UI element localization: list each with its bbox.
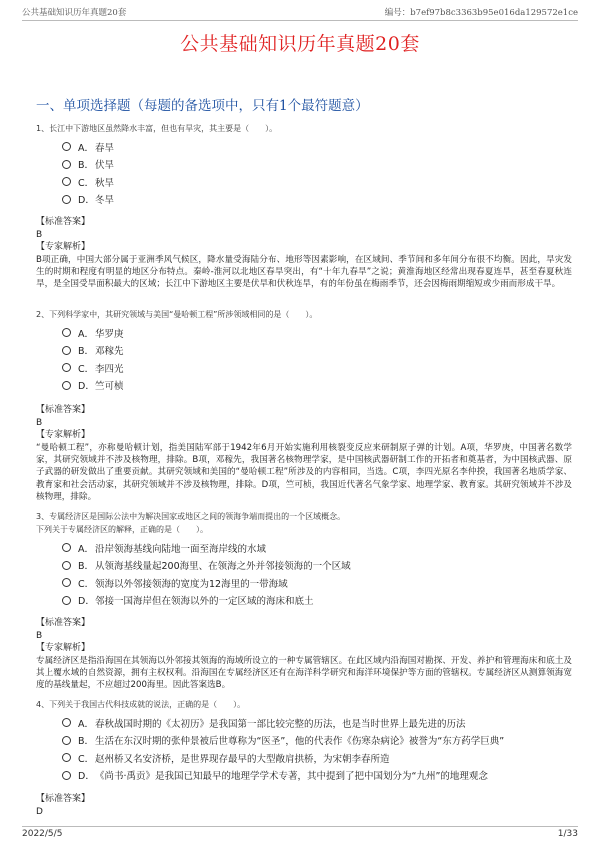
question-4 [36, 698, 572, 784]
radio-button[interactable] [62, 328, 71, 337]
radio-button[interactable] [62, 596, 71, 605]
analysis-text: 专属经济区是指沿海国在其领海以外邻接其领海的海域所设立的一种专属管辖区。在此区域内沿海国对勘探、开发、养护和管理海床和底土及其上覆水域的自然资源，拥有主权权利。沿海国在专属经济区还有在海洋科学研究和海洋环境保护等方面的管辖权。专属经济区从测算领海宽度的基线量起，不应超过200海里。因此答案选B。 [36, 655, 572, 691]
question-stem: 1、长江中下游地区虽然降水丰富，但也有旱灾，其主要是（ ）。 [36, 124, 278, 133]
question-stem-2: 下列关于专属经济区的解释，正确的是（ ）。 [36, 525, 208, 534]
radio-button[interactable] [62, 771, 71, 780]
answer-label: 【标准答案】 [36, 217, 91, 227]
analysis-label: 【专家解析】 [36, 242, 91, 252]
radio-button[interactable] [62, 381, 71, 390]
answer-label: 【标准答案】 [36, 618, 91, 628]
radio-button[interactable] [62, 177, 71, 186]
answer-value: D [36, 806, 43, 817]
question-3 [36, 510, 572, 609]
answer-value: B [36, 417, 43, 428]
radio-button[interactable] [62, 363, 71, 372]
option-d[interactable]: D． 《尚书·禹贡》是我国已知最早的地理学学术专著，其中提到了把中国划分为“九州”的地理观念 [62, 767, 572, 785]
option-d[interactable]: D． 竺可桢 [62, 377, 572, 395]
radio-button[interactable] [62, 543, 71, 552]
answer-block-2 [36, 404, 572, 504]
footer-date: 2022/5/5 [22, 829, 63, 839]
answer-value: B [36, 229, 43, 240]
answer-value: B [36, 630, 43, 641]
analysis-label: 【专家解析】 [36, 430, 91, 440]
page-title: 公共基础知识历年真题20套 [180, 33, 420, 55]
radio-button[interactable] [62, 160, 71, 169]
page-header [22, 6, 578, 21]
option-b[interactable]: B． 伏旱 [62, 156, 572, 174]
answer-label: 【标准答案】 [36, 405, 91, 415]
question-2 [36, 308, 572, 394]
option-c[interactable]: C． 赵州桥又名安济桥，是世界现存最早的大型敞肩拱桥，为宋朝李春所造 [62, 749, 572, 767]
question-stem: 3、专属经济区是国际公法中为解决国家或地区之间的领海争端而提出的一个区域概念。 [36, 512, 346, 521]
radio-button[interactable] [62, 578, 71, 587]
option-c[interactable]: C． 领海以外邻接领海的宽度为12海里的一带海域 [62, 574, 572, 592]
answer-block-4 [36, 793, 572, 818]
radio-button[interactable] [62, 142, 71, 151]
option-a[interactable]: A． 沿岸领海基线向陆地一面至海岸线的水域 [62, 539, 572, 557]
radio-button[interactable] [62, 736, 71, 745]
question-1 [36, 122, 572, 208]
radio-button[interactable] [62, 561, 71, 570]
radio-button[interactable] [62, 195, 71, 204]
option-d[interactable]: D． 邻接一国海岸但在领海以外的一定区域的海床和底土 [62, 592, 572, 610]
option-a[interactable]: A． 春秋战国时期的《太初历》是我国第一部比较完整的历法，也是当时世界上最先进的历法 [62, 714, 572, 732]
option-b[interactable]: B． 从领海基线量起200海里、在领海之外并邻接领海的一个区域 [62, 557, 572, 575]
option-c[interactable]: C． 李四光 [62, 359, 572, 377]
radio-button[interactable] [62, 346, 71, 355]
option-b[interactable]: B． 生活在东汉时期的张仲景被后世尊称为“医圣”，他的代表作《伤寒杂病论》被誉为“东方药学巨典” [62, 732, 572, 750]
answer-block-1 [36, 216, 572, 291]
answer-block-3 [36, 617, 572, 692]
header-doc-code: 编号：b7ef97b8c3363b95e016da129572e1ce [384, 8, 578, 18]
radio-button[interactable] [62, 753, 71, 762]
analysis-label: 【专家解析】 [36, 643, 91, 653]
footer-page-number: 1/33 [557, 829, 578, 839]
header-doc-title: 公共基础知识历年真题20套 [22, 8, 127, 18]
question-stem: 2、下列科学家中，其研究领域与美国“曼哈顿工程”所涉领域相同的是（ ）。 [36, 310, 318, 319]
question-stem: 4、下列关于我国古代科技成就的说法，正确的是（ ）。 [36, 700, 246, 709]
section-heading: 一、单项选择题（每题的备选项中，只有1个最符题意） [36, 98, 369, 114]
page-footer [22, 826, 578, 843]
radio-button[interactable] [62, 718, 71, 727]
option-a[interactable]: A． 春旱 [62, 138, 572, 156]
analysis-text: B项正确，中国大部分属于亚洲季风气候区，降水量受海陆分布、地形等因素影响，在区域间、季节间和多年间分布很不均衡。因此，旱灾发生的时期和程度有明显的地区分布特点。秦岭-淮河以北地区春旱突出，有“十年九春旱”之说；黄淮海地区经常出现春夏连旱，甚至春夏秋连旱，是全国受旱面积最大的区域；长江中下游地区主要是伏旱和伏秋连旱，有的年份虽在梅雨季节，还会因梅雨期缩短或少雨而形成干旱。 [36, 254, 572, 290]
option-b[interactable]: B． 邓稼先 [62, 342, 572, 360]
answer-label: 【标准答案】 [36, 794, 91, 804]
option-c[interactable]: C． 秋旱 [62, 173, 572, 191]
option-a[interactable]: A． 华罗庚 [62, 324, 572, 342]
option-d[interactable]: D． 冬旱 [62, 191, 572, 209]
analysis-text: “曼哈顿工程”，亦称曼哈顿计划，指美国陆军部于1942年6月开始实施利用核裂变反应来研制原子弹的计划。A项，华罗庚，中国著名数学家，其研究领域并不涉及核物理，排除。B项，邓稼先，我国著名核物理学家，是中国核武器研制工作的开拓者和奠基者，为中国核武器、原子武器的研发做出了重要贡献。其研究领域和美国的“曼哈顿工程”所涉及的内容相同，当选。C项，李四光原名李仲揆，我国著名地质学家、教育家和社会活动家，其研究领域并不涉及核物理，排除。D项，竺可桢，我国近代著名气象学家、地理学家、教育家。其研究领域并不涉及核物理，排除。 [36, 442, 572, 503]
